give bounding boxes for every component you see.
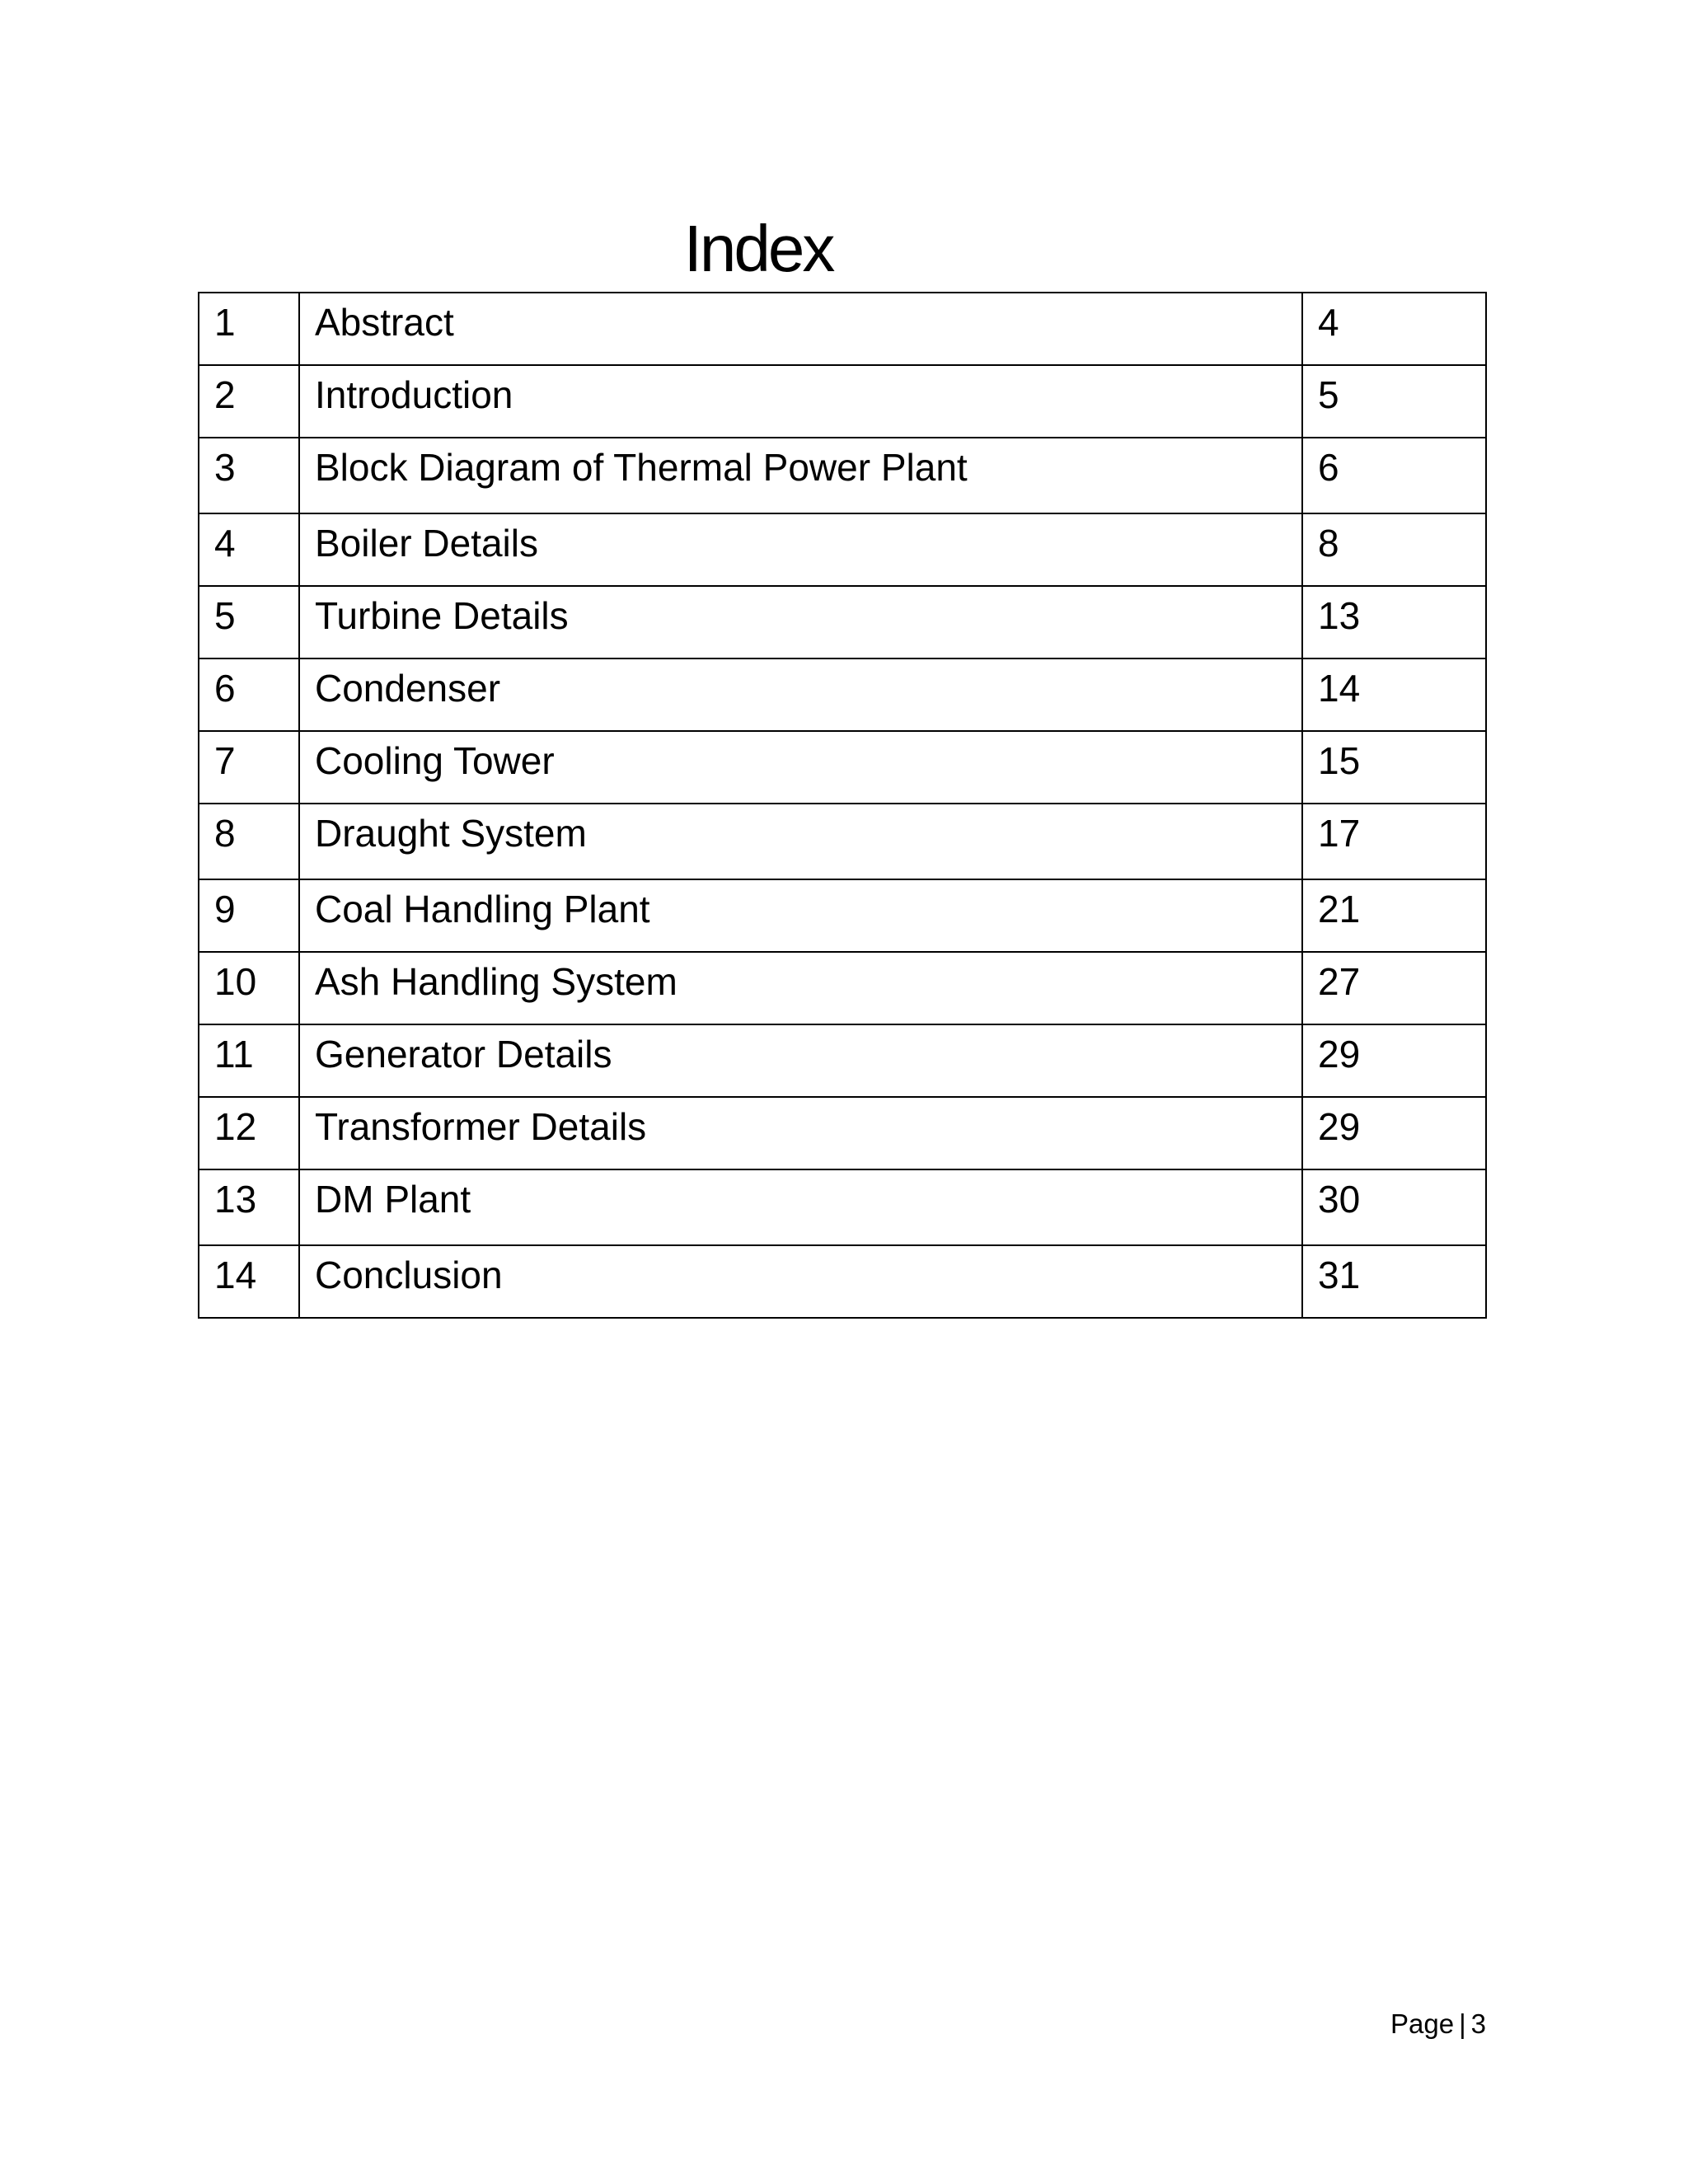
- table-row: [199, 438, 1486, 513]
- table-row: [199, 1024, 1486, 1097]
- index-page-cell: 30: [1302, 1169, 1486, 1245]
- index-title-cell: Ash Handling System: [299, 952, 1302, 1024]
- table-row: [199, 293, 1486, 365]
- index-number-cell: 8: [199, 804, 299, 879]
- index-page-cell: 4: [1302, 293, 1486, 365]
- index-number-cell: 13: [199, 1169, 299, 1245]
- index-table: [198, 292, 1487, 1319]
- index-number-cell: 2: [199, 365, 299, 438]
- index-title-cell: Abstract: [299, 293, 1302, 365]
- page-number: 3: [1470, 2008, 1486, 2039]
- index-page-cell: 27: [1302, 952, 1486, 1024]
- table-row: [199, 658, 1486, 731]
- index-table-body: [199, 293, 1486, 1318]
- index-page-cell: 21: [1302, 879, 1486, 952]
- index-title-cell: Conclusion: [299, 1245, 1302, 1318]
- index-page-cell: 13: [1302, 586, 1486, 658]
- index-page-cell: 29: [1302, 1097, 1486, 1169]
- index-page-cell: 15: [1302, 731, 1486, 804]
- table-row: [199, 1245, 1486, 1318]
- index-page-cell: 29: [1302, 1024, 1486, 1097]
- page-footer: [1390, 2008, 1486, 2041]
- index-number-cell: 12: [199, 1097, 299, 1169]
- table-row: [199, 731, 1486, 804]
- index-title-cell: DM Plant: [299, 1169, 1302, 1245]
- index-page-cell: 14: [1302, 658, 1486, 731]
- index-number-cell: 10: [199, 952, 299, 1024]
- index-number-cell: 9: [199, 879, 299, 952]
- index-number-cell: 3: [199, 438, 299, 513]
- index-title-cell: Generator Details: [299, 1024, 1302, 1097]
- index-title-cell: Transformer Details: [299, 1097, 1302, 1169]
- index-number-cell: 5: [199, 586, 299, 658]
- index-page-cell: 8: [1302, 513, 1486, 586]
- index-page-cell: 31: [1302, 1245, 1486, 1318]
- table-row: [199, 586, 1486, 658]
- index-title-cell: Introduction: [299, 365, 1302, 438]
- table-row: [199, 365, 1486, 438]
- page-footer-label: Page: [1390, 2008, 1455, 2039]
- table-row: [199, 804, 1486, 879]
- index-page-cell: 17: [1302, 804, 1486, 879]
- page-footer-separator: |: [1459, 2008, 1466, 2039]
- index-page-cell: 6: [1302, 438, 1486, 513]
- index-title-cell: Block Diagram of Thermal Power Plant: [299, 438, 1302, 513]
- index-title-cell: Coal Handling Plant: [299, 879, 1302, 952]
- index-number-cell: 14: [199, 1245, 299, 1318]
- index-number-cell: 1: [199, 293, 299, 365]
- table-row: [199, 1169, 1486, 1245]
- index-number-cell: 11: [199, 1024, 299, 1097]
- index-page-cell: 5: [1302, 365, 1486, 438]
- index-title-cell: Boiler Details: [299, 513, 1302, 586]
- index-number-cell: 6: [199, 658, 299, 731]
- index-title-cell: Turbine Details: [299, 586, 1302, 658]
- table-row: [199, 513, 1486, 586]
- index-number-cell: 7: [199, 731, 299, 804]
- table-row: [199, 879, 1486, 952]
- page-title: Index: [683, 212, 833, 285]
- index-title-cell: Draught System: [299, 804, 1302, 879]
- table-row: [199, 952, 1486, 1024]
- index-title-cell: Condenser: [299, 658, 1302, 731]
- table-row: [199, 1097, 1486, 1169]
- index-number-cell: 4: [199, 513, 299, 586]
- index-title-cell: Cooling Tower: [299, 731, 1302, 804]
